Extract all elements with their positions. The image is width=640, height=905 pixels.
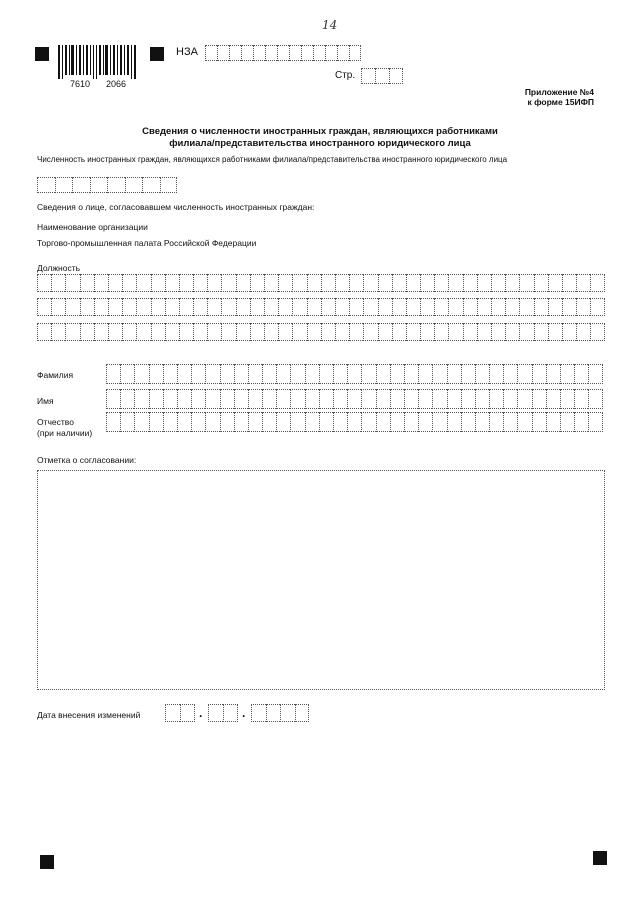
char-cell[interactable] xyxy=(505,274,519,292)
char-cell[interactable] xyxy=(392,323,406,341)
char-cell[interactable] xyxy=(108,323,122,341)
date-day-field[interactable] xyxy=(165,704,195,722)
char-cell[interactable] xyxy=(149,412,163,432)
char-cell[interactable] xyxy=(221,274,235,292)
char-cell[interactable] xyxy=(305,389,319,409)
char-cell[interactable] xyxy=(191,364,205,384)
char-cell[interactable] xyxy=(51,274,65,292)
char-cell[interactable] xyxy=(125,177,143,193)
char-cell[interactable] xyxy=(325,45,337,61)
char-cell[interactable] xyxy=(448,323,462,341)
char-cell[interactable] xyxy=(588,412,602,432)
corner-marker-top-mid xyxy=(150,47,164,61)
char-cell[interactable] xyxy=(448,274,462,292)
char-cell[interactable] xyxy=(165,704,180,722)
char-cell[interactable] xyxy=(519,274,533,292)
patronymic-label: Отчество xyxy=(37,417,74,427)
char-cell[interactable] xyxy=(106,389,120,409)
char-cell[interactable] xyxy=(461,389,475,409)
surname-field[interactable] xyxy=(106,364,603,384)
char-cell[interactable] xyxy=(307,298,321,316)
char-cell[interactable] xyxy=(463,274,477,292)
char-cell[interactable] xyxy=(560,389,574,409)
char-cell[interactable] xyxy=(250,298,264,316)
patronymic-field[interactable] xyxy=(106,412,603,432)
char-cell[interactable] xyxy=(376,389,390,409)
char-cell[interactable] xyxy=(375,68,389,84)
char-cell[interactable] xyxy=(432,412,446,432)
char-cell[interactable] xyxy=(590,323,604,341)
char-cell[interactable] xyxy=(72,177,90,193)
char-cell[interactable] xyxy=(363,274,377,292)
char-cell[interactable] xyxy=(418,389,432,409)
char-cell[interactable] xyxy=(491,274,505,292)
char-cell[interactable] xyxy=(378,323,392,341)
char-cell[interactable] xyxy=(163,412,177,432)
nza-field[interactable] xyxy=(205,45,361,61)
org-label: Наименование организации xyxy=(37,222,148,232)
char-cell[interactable] xyxy=(220,412,234,432)
char-cell[interactable] xyxy=(392,274,406,292)
char-cell[interactable] xyxy=(447,389,461,409)
char-cell[interactable] xyxy=(253,45,265,61)
char-cell[interactable] xyxy=(262,412,276,432)
char-cell[interactable] xyxy=(248,412,262,432)
name-field[interactable] xyxy=(106,389,603,409)
corner-marker-bottom-left xyxy=(40,855,54,869)
barcode-icon xyxy=(58,45,138,81)
char-cell[interactable] xyxy=(37,177,55,193)
char-cell[interactable] xyxy=(179,274,193,292)
char-cell[interactable] xyxy=(120,389,134,409)
char-cell[interactable] xyxy=(378,274,392,292)
char-cell[interactable] xyxy=(191,389,205,409)
char-cell[interactable] xyxy=(477,298,491,316)
char-cell[interactable] xyxy=(477,323,491,341)
char-cell[interactable] xyxy=(307,323,321,341)
position-row-2[interactable] xyxy=(37,298,605,316)
char-cell[interactable] xyxy=(347,389,361,409)
appendix-line1: Приложение №4 xyxy=(524,87,594,97)
char-cell[interactable] xyxy=(390,389,404,409)
char-cell[interactable] xyxy=(534,274,548,292)
char-cell[interactable] xyxy=(90,177,108,193)
char-cell[interactable] xyxy=(519,323,533,341)
char-cell[interactable] xyxy=(333,412,347,432)
char-cell[interactable] xyxy=(241,45,253,61)
char-cell[interactable] xyxy=(319,364,333,384)
char-cell[interactable] xyxy=(418,364,432,384)
char-cell[interactable] xyxy=(292,298,306,316)
handwritten-page-number: 14 xyxy=(322,18,338,32)
char-cell[interactable] xyxy=(264,274,278,292)
char-cell[interactable] xyxy=(292,274,306,292)
char-cell[interactable] xyxy=(477,274,491,292)
char-cell[interactable] xyxy=(503,412,517,432)
char-cell[interactable] xyxy=(248,364,262,384)
char-cell[interactable] xyxy=(588,389,602,409)
char-cell[interactable] xyxy=(461,364,475,384)
char-cell[interactable] xyxy=(489,389,503,409)
nza-label: НЗА xyxy=(176,46,198,58)
char-cell[interactable] xyxy=(223,704,238,722)
char-cell[interactable] xyxy=(489,412,503,432)
char-cell[interactable] xyxy=(94,274,108,292)
char-cell[interactable] xyxy=(193,298,207,316)
char-cell[interactable] xyxy=(534,323,548,341)
char-cell[interactable] xyxy=(106,364,120,384)
char-cell[interactable] xyxy=(576,274,590,292)
char-cell[interactable] xyxy=(390,364,404,384)
char-cell[interactable] xyxy=(335,323,349,341)
char-cell[interactable] xyxy=(248,389,262,409)
char-cell[interactable] xyxy=(546,412,560,432)
char-cell[interactable] xyxy=(319,412,333,432)
char-cell[interactable] xyxy=(420,274,434,292)
char-cell[interactable] xyxy=(335,298,349,316)
char-cell[interactable] xyxy=(221,323,235,341)
char-cell[interactable] xyxy=(548,298,562,316)
char-cell[interactable] xyxy=(503,364,517,384)
char-cell[interactable] xyxy=(532,389,546,409)
char-cell[interactable] xyxy=(160,177,178,193)
name-label: Имя xyxy=(37,396,54,406)
char-cell[interactable] xyxy=(51,323,65,341)
char-cell[interactable] xyxy=(65,298,79,316)
char-cell[interactable] xyxy=(290,389,304,409)
barcode-number-right: 2066 xyxy=(106,79,127,89)
char-cell[interactable] xyxy=(37,274,51,292)
char-cell[interactable] xyxy=(191,412,205,432)
char-cell[interactable] xyxy=(519,298,533,316)
char-cell[interactable] xyxy=(234,389,248,409)
char-cell[interactable] xyxy=(560,364,574,384)
char-cell[interactable] xyxy=(505,323,519,341)
char-cell[interactable] xyxy=(120,412,134,432)
char-cell[interactable] xyxy=(361,364,375,384)
char-cell[interactable] xyxy=(205,412,219,432)
char-cell[interactable] xyxy=(179,323,193,341)
char-cell[interactable] xyxy=(319,389,333,409)
count-field[interactable] xyxy=(37,177,177,193)
char-cell[interactable] xyxy=(562,298,576,316)
char-cell[interactable] xyxy=(262,389,276,409)
position-label: Должность xyxy=(37,263,81,273)
char-cell[interactable] xyxy=(363,298,377,316)
char-cell[interactable] xyxy=(276,364,290,384)
char-cell[interactable] xyxy=(122,274,136,292)
char-cell[interactable] xyxy=(404,364,418,384)
char-cell[interactable] xyxy=(313,45,325,61)
char-cell[interactable] xyxy=(207,274,221,292)
char-cell[interactable] xyxy=(177,364,191,384)
char-cell[interactable] xyxy=(363,323,377,341)
char-cell[interactable] xyxy=(94,323,108,341)
char-cell[interactable] xyxy=(390,412,404,432)
char-cell[interactable] xyxy=(163,389,177,409)
char-cell[interactable] xyxy=(136,298,150,316)
char-cell[interactable] xyxy=(234,364,248,384)
char-cell[interactable] xyxy=(404,412,418,432)
position-row-3[interactable] xyxy=(37,323,605,341)
date-separator-2: . xyxy=(242,706,246,720)
char-cell[interactable] xyxy=(177,412,191,432)
char-cell[interactable] xyxy=(236,274,250,292)
surname-label: Фамилия xyxy=(37,370,74,380)
char-cell[interactable] xyxy=(517,412,531,432)
org-value: Торгово-промышленная палата Российской Федерации xyxy=(37,238,257,248)
char-cell[interactable] xyxy=(432,389,446,409)
char-cell[interactable] xyxy=(590,274,604,292)
char-cell[interactable] xyxy=(207,323,221,341)
char-cell[interactable] xyxy=(475,412,489,432)
char-cell[interactable] xyxy=(448,298,462,316)
char-cell[interactable] xyxy=(548,323,562,341)
char-cell[interactable] xyxy=(51,298,65,316)
char-cell[interactable] xyxy=(65,323,79,341)
char-cell[interactable] xyxy=(134,412,148,432)
char-cell[interactable] xyxy=(163,364,177,384)
char-cell[interactable] xyxy=(205,45,217,61)
char-cell[interactable] xyxy=(120,364,134,384)
char-cell[interactable] xyxy=(266,704,281,722)
corner-marker-bottom-right xyxy=(593,851,607,865)
date-label: Дата внесения изменений xyxy=(37,710,141,720)
char-cell[interactable] xyxy=(55,177,73,193)
char-cell[interactable] xyxy=(491,323,505,341)
char-cell[interactable] xyxy=(321,298,335,316)
char-cell[interactable] xyxy=(205,364,219,384)
char-cell[interactable] xyxy=(108,274,122,292)
page-label: Стр. xyxy=(335,70,356,81)
char-cell[interactable] xyxy=(361,412,375,432)
char-cell[interactable] xyxy=(80,323,94,341)
char-cell[interactable] xyxy=(179,298,193,316)
char-cell[interactable] xyxy=(278,274,292,292)
char-cell[interactable] xyxy=(574,364,588,384)
char-cell[interactable] xyxy=(378,298,392,316)
char-cell[interactable] xyxy=(217,45,229,61)
char-cell[interactable] xyxy=(193,323,207,341)
char-cell[interactable] xyxy=(434,298,448,316)
char-cell[interactable] xyxy=(149,364,163,384)
char-cell[interactable] xyxy=(574,389,588,409)
char-cell[interactable] xyxy=(149,389,163,409)
char-cell[interactable] xyxy=(229,45,241,61)
char-cell[interactable] xyxy=(389,68,403,84)
char-cell[interactable] xyxy=(406,274,420,292)
char-cell[interactable] xyxy=(142,177,160,193)
date-month-field[interactable] xyxy=(208,704,238,722)
char-cell[interactable] xyxy=(290,364,304,384)
title-line1: Сведения о численности иностранных граждан, являющихся работниками xyxy=(142,126,498,137)
char-cell[interactable] xyxy=(165,323,179,341)
char-cell[interactable] xyxy=(264,298,278,316)
char-cell[interactable] xyxy=(264,323,278,341)
char-cell[interactable] xyxy=(432,364,446,384)
char-cell[interactable] xyxy=(136,323,150,341)
char-cell[interactable] xyxy=(136,274,150,292)
char-cell[interactable] xyxy=(290,412,304,432)
char-cell[interactable] xyxy=(207,298,221,316)
char-cell[interactable] xyxy=(337,45,349,61)
char-cell[interactable] xyxy=(349,298,363,316)
char-cell[interactable] xyxy=(122,298,136,316)
char-cell[interactable] xyxy=(236,298,250,316)
count-label: Численность иностранных граждан, являющихся работниками филиала/представительства иностранного юридического лица xyxy=(37,155,508,164)
char-cell[interactable] xyxy=(562,323,576,341)
char-cell[interactable] xyxy=(301,45,313,61)
char-cell[interactable] xyxy=(208,704,223,722)
char-cell[interactable] xyxy=(475,364,489,384)
char-cell[interactable] xyxy=(434,274,448,292)
char-cell[interactable] xyxy=(333,364,347,384)
char-cell[interactable] xyxy=(305,412,319,432)
char-cell[interactable] xyxy=(221,298,235,316)
char-cell[interactable] xyxy=(122,323,136,341)
char-cell[interactable] xyxy=(151,274,165,292)
char-cell[interactable] xyxy=(265,45,277,61)
char-cell[interactable] xyxy=(361,389,375,409)
char-cell[interactable] xyxy=(292,323,306,341)
char-cell[interactable] xyxy=(376,412,390,432)
char-cell[interactable] xyxy=(420,298,434,316)
form-title xyxy=(60,126,580,150)
char-cell[interactable] xyxy=(475,389,489,409)
char-cell[interactable] xyxy=(220,364,234,384)
char-cell[interactable] xyxy=(347,412,361,432)
char-cell[interactable] xyxy=(335,274,349,292)
char-cell[interactable] xyxy=(576,323,590,341)
char-cell[interactable] xyxy=(489,364,503,384)
char-cell[interactable] xyxy=(546,364,560,384)
char-cell[interactable] xyxy=(546,389,560,409)
char-cell[interactable] xyxy=(392,298,406,316)
char-cell[interactable] xyxy=(37,323,51,341)
char-cell[interactable] xyxy=(37,298,51,316)
char-cell[interactable] xyxy=(236,323,250,341)
char-cell[interactable] xyxy=(134,389,148,409)
char-cell[interactable] xyxy=(588,364,602,384)
char-cell[interactable] xyxy=(234,412,248,432)
char-cell[interactable] xyxy=(463,323,477,341)
char-cell[interactable] xyxy=(65,274,79,292)
char-cell[interactable] xyxy=(517,364,531,384)
corner-marker-top-left xyxy=(35,47,49,61)
char-cell[interactable] xyxy=(251,704,266,722)
char-cell[interactable] xyxy=(376,364,390,384)
char-cell[interactable] xyxy=(560,412,574,432)
char-cell[interactable] xyxy=(151,298,165,316)
char-cell[interactable] xyxy=(517,389,531,409)
char-cell[interactable] xyxy=(534,298,548,316)
char-cell[interactable] xyxy=(447,412,461,432)
char-cell[interactable] xyxy=(349,45,361,61)
char-cell[interactable] xyxy=(404,389,418,409)
char-cell[interactable] xyxy=(106,412,120,432)
position-row-1[interactable] xyxy=(37,274,605,292)
char-cell[interactable] xyxy=(80,274,94,292)
char-cell[interactable] xyxy=(262,364,276,384)
char-cell[interactable] xyxy=(418,412,432,432)
patronymic-note: (при наличии) xyxy=(37,428,93,438)
approver-heading: Сведения о лице, согласовавшем численность иностранных граждан: xyxy=(37,202,315,212)
char-cell[interactable] xyxy=(278,323,292,341)
char-cell[interactable] xyxy=(276,412,290,432)
char-cell[interactable] xyxy=(108,298,122,316)
char-cell[interactable] xyxy=(151,323,165,341)
char-cell[interactable] xyxy=(165,298,179,316)
char-cell[interactable] xyxy=(277,45,289,61)
char-cell[interactable] xyxy=(321,274,335,292)
barcode-number-left: 7610 xyxy=(70,79,91,89)
appendix-note xyxy=(525,87,594,107)
char-cell[interactable] xyxy=(289,45,301,61)
char-cell[interactable] xyxy=(463,298,477,316)
char-cell[interactable] xyxy=(349,274,363,292)
char-cell[interactable] xyxy=(295,704,310,722)
char-cell[interactable] xyxy=(491,298,505,316)
char-cell[interactable] xyxy=(347,364,361,384)
date-separator-1: . xyxy=(199,706,203,720)
title-line2: филиала/представительства иностранного юридического лица xyxy=(169,138,471,149)
char-cell[interactable] xyxy=(548,274,562,292)
char-cell[interactable] xyxy=(205,389,219,409)
char-cell[interactable] xyxy=(165,274,179,292)
char-cell[interactable] xyxy=(361,68,375,84)
char-cell[interactable] xyxy=(503,389,517,409)
char-cell[interactable] xyxy=(193,274,207,292)
char-cell[interactable] xyxy=(349,323,363,341)
char-cell[interactable] xyxy=(532,364,546,384)
char-cell[interactable] xyxy=(94,298,108,316)
char-cell[interactable] xyxy=(420,323,434,341)
char-cell[interactable] xyxy=(177,389,191,409)
char-cell[interactable] xyxy=(590,298,604,316)
approval-label: Отметка о согласовании: xyxy=(37,455,137,465)
char-cell[interactable] xyxy=(434,323,448,341)
char-cell[interactable] xyxy=(107,177,125,193)
char-cell[interactable] xyxy=(505,298,519,316)
char-cell[interactable] xyxy=(280,704,295,722)
char-cell[interactable] xyxy=(220,389,234,409)
char-cell[interactable] xyxy=(250,274,264,292)
date-year-field[interactable] xyxy=(251,704,309,722)
char-cell[interactable] xyxy=(180,704,195,722)
char-cell[interactable] xyxy=(305,364,319,384)
char-cell[interactable] xyxy=(80,298,94,316)
char-cell[interactable] xyxy=(278,298,292,316)
char-cell[interactable] xyxy=(307,274,321,292)
page-number-field[interactable] xyxy=(361,68,403,84)
char-cell[interactable] xyxy=(333,389,347,409)
char-cell[interactable] xyxy=(461,412,475,432)
char-cell[interactable] xyxy=(532,412,546,432)
approval-box[interactable] xyxy=(37,470,605,690)
char-cell[interactable] xyxy=(250,323,264,341)
char-cell[interactable] xyxy=(576,298,590,316)
char-cell[interactable] xyxy=(321,323,335,341)
char-cell[interactable] xyxy=(562,274,576,292)
char-cell[interactable] xyxy=(447,364,461,384)
char-cell[interactable] xyxy=(406,298,420,316)
char-cell[interactable] xyxy=(574,412,588,432)
char-cell[interactable] xyxy=(406,323,420,341)
appendix-line2: к форме 15ИФП xyxy=(527,97,594,107)
char-cell[interactable] xyxy=(134,364,148,384)
char-cell[interactable] xyxy=(276,389,290,409)
